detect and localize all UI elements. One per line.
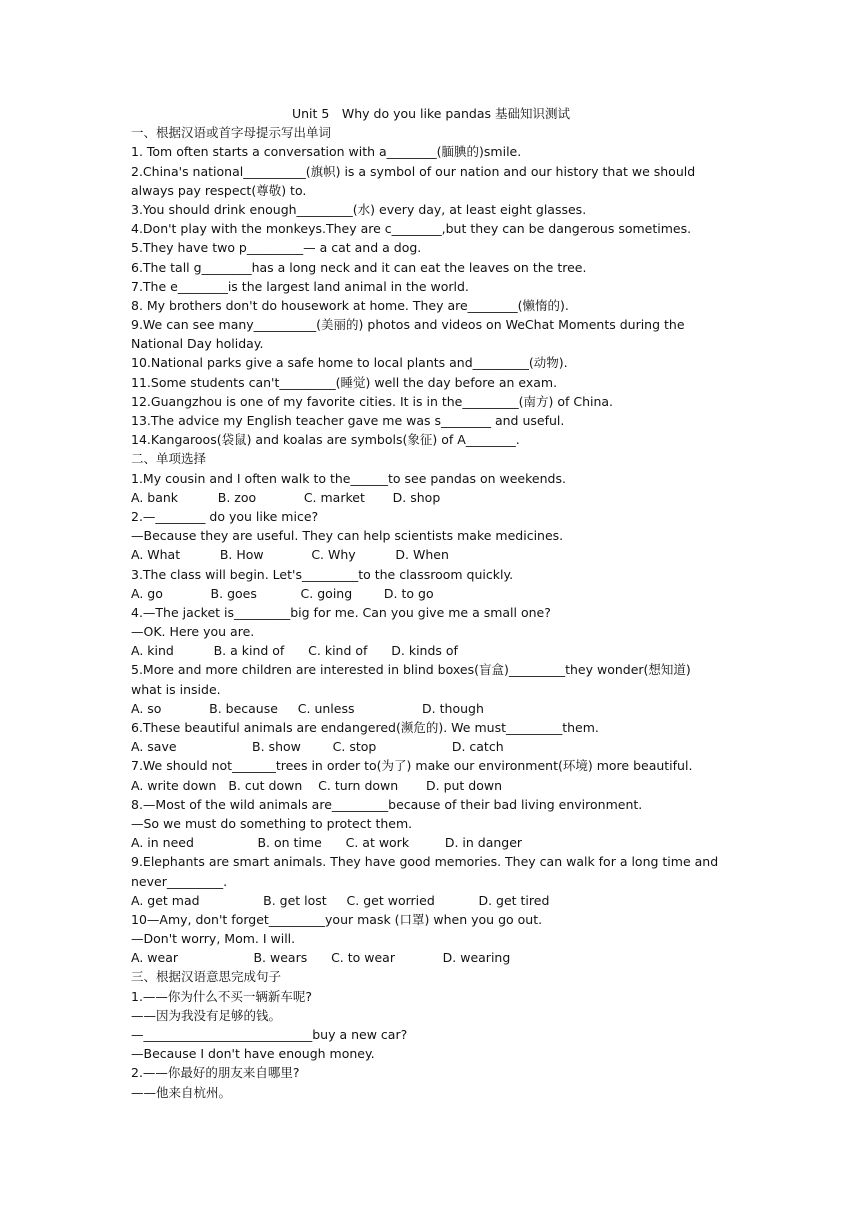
text-line: ——他来自杭州。 — [131, 1084, 232, 1100]
options-line: A. kind B. a kind of C. kind of D. kinds of — [131, 643, 458, 659]
text-line: 7.We should not_______trees in order to(为了) make our environment(环境) more beautiful. — [131, 758, 693, 774]
options-line: A. in need B. on time C. at work D. in danger — [131, 835, 523, 851]
options-line: A. go B. goes C. going D. to go — [131, 585, 434, 601]
options-line: A. bank B. zoo C. market D. shop — [131, 489, 441, 505]
options-line: A. What B. How C. Why D. When — [131, 547, 449, 563]
worksheet-title: Unit 5 Why do you like pandas 基础知识测试 — [291, 106, 571, 121]
text-line: 8. My brothers don't do housework at home. They are________(懒惰的). — [131, 297, 569, 313]
text-line: National Day holiday. — [131, 336, 264, 352]
text-line: 9.We can see many__________(美丽的) photos and videos on WeChat Moments during the — [131, 317, 685, 333]
text-line: 4.Don't play with the monkeys.They are c________,but they can be dangerous sometimes. — [131, 221, 692, 237]
text-line: 6.These beautiful animals are endangered(濒危的). We must_________them. — [131, 720, 599, 735]
text-line: —OK. Here you are. — [131, 624, 255, 640]
options-line: A. so B. because C. unless D. though — [131, 700, 484, 716]
text-line: 1. Tom often starts a conversation with a________(腼腆的)smile. — [131, 144, 522, 160]
text-line: —Don't worry, Mom. I will. — [131, 931, 296, 947]
options-line: A. write down B. cut down C. turn down D. put down — [131, 777, 503, 793]
text-line: always pay respect(尊敬) to. — [131, 182, 307, 198]
text-line: —___________________________buy a new car? — [131, 1027, 408, 1042]
text-line: —Because I don't have enough money. — [131, 1046, 375, 1062]
text-line: 14.Kangaroos(袋鼠) and koalas are symbols(象征) of A________. — [131, 432, 520, 448]
options-line: A. wear B. wears C. to wear D. wearing — [131, 950, 511, 966]
text-line: 9.Elephants are smart animals. They have good memories. They can walk for a long time and — [131, 854, 719, 870]
text-line: 10—Amy, don't forget_________your mask (口罩) when you go out. — [131, 911, 543, 927]
options-line: A. save B. show C. stop D. catch — [131, 739, 504, 755]
text-line: 11.Some students can't_________(睡觉) well the day before an exam. — [131, 374, 558, 390]
text-line: what is inside. — [131, 681, 221, 697]
text-line: —So we must do something to protect them. — [131, 815, 413, 831]
text-line: 3.The class will begin. Let's_________to the classroom quickly. — [131, 566, 514, 582]
section-heading: 二、单项选择 — [131, 451, 207, 467]
text-line: 6.The tall g________has a long neck and it can eat the leaves on the tree. — [131, 259, 587, 275]
text-line: never_________. — [131, 873, 228, 889]
text-line: 8.—Most of the wild animals are_________because of their bad living environment. — [131, 796, 643, 812]
text-line: 5.More and more children are interested in blind boxes(盲盒)_________they wonder(想知道) — [131, 662, 691, 678]
text-line: ——因为我没有足够的钱。 — [131, 1007, 282, 1023]
text-line: 4.—The jacket is_________big for me. Can you give me a small one? — [131, 604, 551, 620]
text-line: 2.China's national__________(旗帜) is a symbol of our nation and our history that we should — [131, 163, 696, 179]
text-line: 5.They have two p_________— a cat and a dog. — [131, 240, 422, 256]
text-line: 12.Guangzhou is one of my favorite cities. It is in the_________(南方) of China. — [131, 393, 614, 409]
text-line: 7.The e________is the largest land animal in the world. — [131, 278, 469, 294]
text-line: —Because they are useful. They can help scientists make medicines. — [131, 528, 564, 544]
options-line: A. get mad B. get lost C. get worried D. get tired — [131, 892, 550, 908]
section-heading: 三、根据汉语意思完成句子 — [131, 969, 282, 985]
text-line: 1.My cousin and I often walk to the______to see pandas on weekends. — [131, 470, 566, 486]
section-heading: 一、根据汉语或首字母提示写出单词 — [131, 125, 332, 141]
text-line: 3.You should drink enough_________(水) every day, at least eight glasses. — [131, 201, 587, 217]
text-line: 10.National parks give a safe home to local plants and_________(动物). — [131, 355, 568, 371]
text-line: 1.——你为什么不买一辆新车呢? — [131, 988, 313, 1004]
text-line: 2.——你最好的朋友来自哪里? — [131, 1065, 300, 1081]
worksheet-body — [131, 104, 731, 1102]
text-line: 13.The advice my English teacher gave me was s________ and useful. — [131, 413, 565, 428]
text-line: 2.—________ do you like mice? — [131, 508, 319, 524]
